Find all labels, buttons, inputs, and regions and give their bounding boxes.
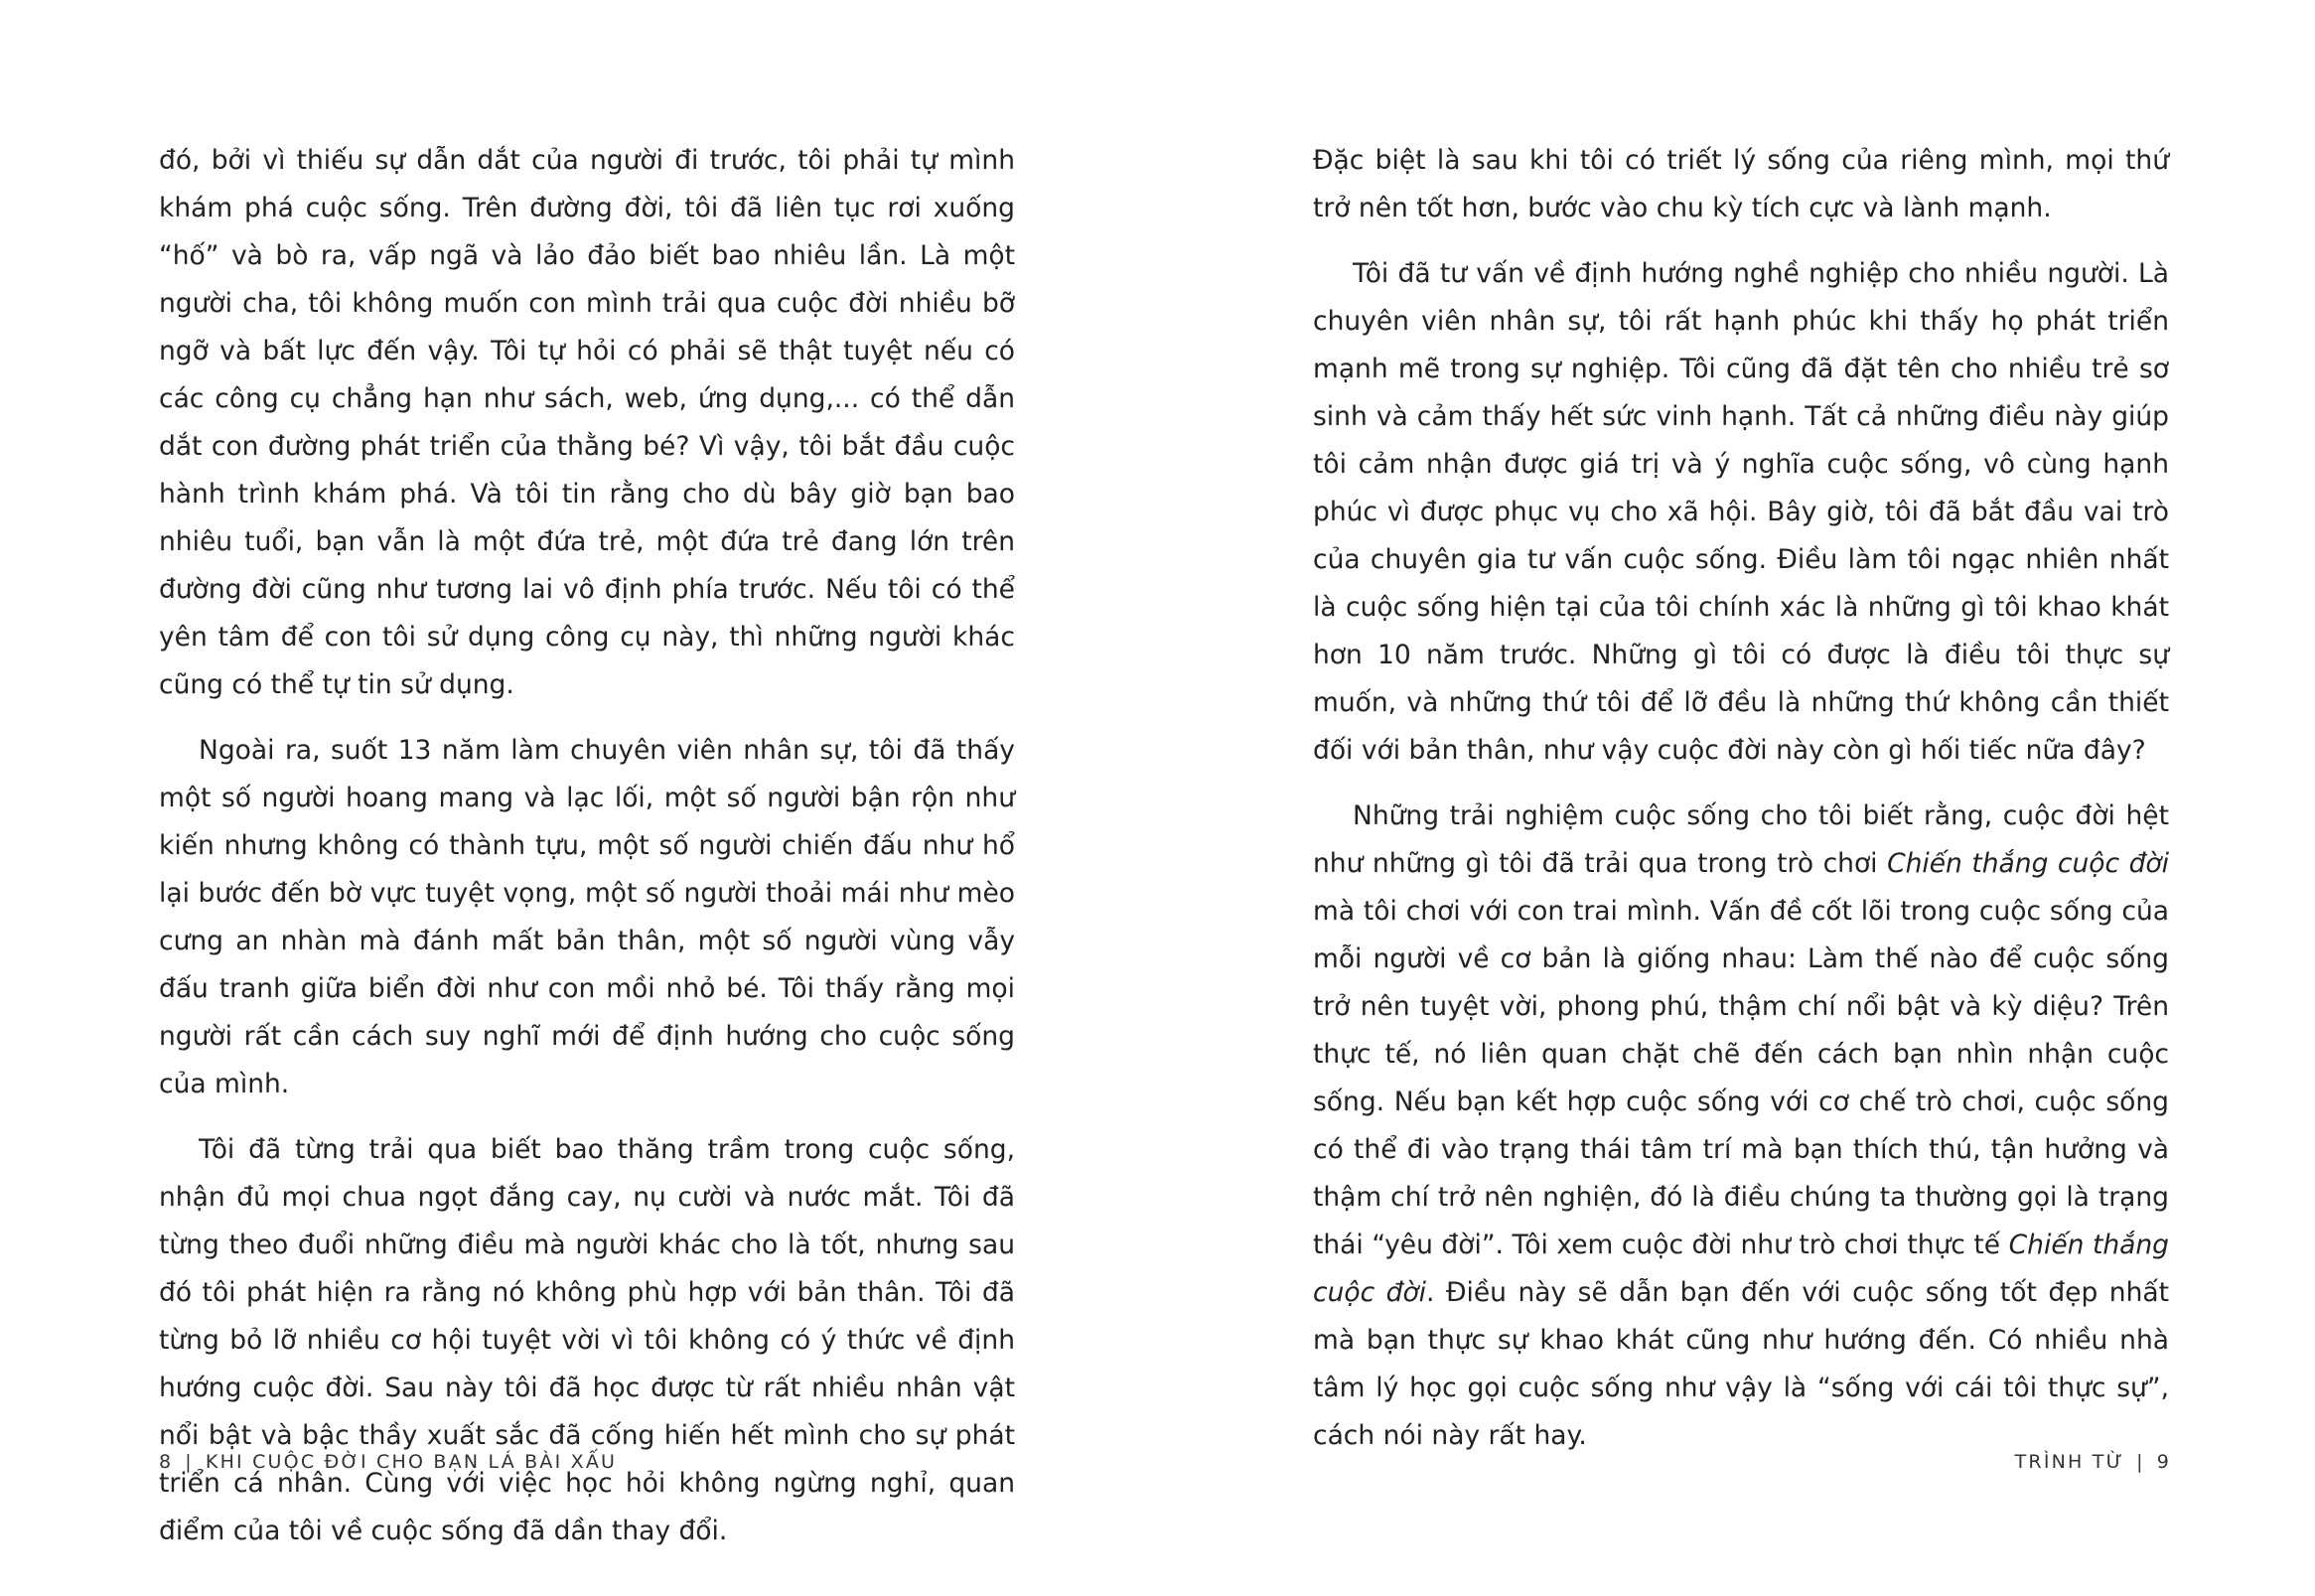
paragraph xyxy=(159,1126,1015,1555)
left-page-body xyxy=(159,137,1015,1555)
footer-separator: | xyxy=(2136,1451,2145,1473)
running-title: KHI CUỘC ĐỜI CHO BẠN LÁ BÀI XẤU xyxy=(205,1451,618,1473)
page-number: 9 xyxy=(2156,1451,2171,1473)
running-title: TRÌNH TỪ xyxy=(2014,1451,2125,1473)
paragraph-text: Những trải nghiệm cuộc sống cho tôi biết rằng, cuộc đời hệt như những gì tôi đã trải qua trong trò chơi xyxy=(1313,800,2169,879)
right-page-body xyxy=(1313,137,2169,1460)
paragraph-text: . Điều này sẽ dẫn bạn đến với cuộc sống tốt đẹp nhất mà bạn thực sự khao khát cũng như hướng đến. Có nhiều nhà tâm lý học gọi cuộc sống như vậy là “sống với cái tôi thực sự”, cách nói này rất hay. xyxy=(1313,1277,2170,1451)
page-number: 8 xyxy=(159,1451,174,1473)
italic-title: Chiến thắng cuộc đời xyxy=(1313,1230,2169,1308)
paragraph xyxy=(1313,250,2169,775)
paragraph xyxy=(1313,137,2169,232)
italic-title: Chiến thắng cuộc đời xyxy=(1887,848,2170,879)
paragraph-text: Ngoài ra, suốt 13 năm làm chuyên viên nhân sự, tôi đã thấy một số người hoang mang và lạc lối, một số người bận rộn như kiến nhưng không có thành tựu, một số người chiến đấu như hổ lại bước đến bờ vực tuyệt vọng, một số người thoải mái như mèo cưng an nhàn mà đánh mất bản thân, một số người vùng vẫy đấu tranh giữa biển đời như con mồi nhỏ bé. Tôi thấy rằng mọi người rất cần cách suy nghĩ mới để định hướng cho cuộc sống của mình. xyxy=(159,735,1015,1099)
left-page xyxy=(159,137,1015,1555)
paragraph xyxy=(159,137,1015,709)
paragraph-text: Tôi đã tư vấn về định hướng nghề nghiệp cho nhiều người. Là chuyên viên nhân sự, tôi rất hạnh phúc khi thấy họ phát triển mạnh mẽ trong sự nghiệp. Tôi cũng đã đặt tên cho nhiều trẻ sơ sinh và cảm thấy hết sức vinh hạnh. Tất cả những điều này giúp tôi cảm nhận được giá trị và ý nghĩa cuộc sống, vô cùng hạnh phúc vì được phục vụ cho xã hội. Bây giờ, tôi đã bắt đầu vai trò của chuyên gia tư vấn cuộc sống. Điều làm tôi ngạc nhiên nhất là cuộc sống hiện tại của tôi chính xác là những gì tôi khao khát hơn 10 năm trước. Những gì tôi có được là điều tôi thực sự muốn, và những thứ tôi để lỡ đều là những thứ không cần thiết đối với bản thân, như vậy cuộc đời này còn gì hối tiếc nữa đây? xyxy=(1313,258,2169,766)
left-page-footer xyxy=(159,1451,617,1473)
right-page-footer xyxy=(2015,1451,2171,1473)
paragraph-text: Tôi đã từng trải qua biết bao thăng trầm trong cuộc sống, nhận đủ mọi chua ngọt đắng cay, nụ cười và nước mắt. Tôi đã từng theo đuổi những điều mà người khác cho là tốt, nhưng sau đó tôi phát hiện ra rằng nó không phù hợp với bản thân. Tôi đã từng bỏ lỡ nhiều cơ hội tuyệt vời vì tôi không có ý thức về định hướng cuộc đời. Sau này tôi đã học được từ rất nhiều nhân vật nổi bật và bậc thầy xuất sắc đã cống hiến hết mình cho sự phát triển cá nhân. Cùng với việc học hỏi không ngừng nghỉ, quan điểm của tôi về cuộc sống đã dần thay đổi. xyxy=(159,1134,1015,1546)
paragraph xyxy=(1313,793,2169,1460)
paragraph-text: mà tôi chơi với con trai mình. Vấn đề cốt lõi trong cuộc sống của mỗi người về cơ bản là giống nhau: Làm thế nào để cuộc sống trở nên tuyệt vời, phong phú, thậm chí nổi bật và kỳ diệu? Trên thực tế, nó liên quan chặt chẽ đến cách bạn nhìn nhận cuộc sống. Nếu bạn kết hợp cuộc sống với cơ chế trò chơi, cuộc sống có thể đi vào trạng thái tâm trí mà bạn thích thú, tận hưởng và thậm chí trở nên nghiện, đó là điều chúng ta thường gọi là trạng thái “yêu đời”. Tôi xem cuộc đời như trò chơi thực tế xyxy=(1313,896,2169,1260)
paragraph-text: Đặc biệt là sau khi tôi có triết lý sống của riêng mình, mọi thứ trở nên tốt hơn, bước vào chu kỳ tích cực và lành mạnh. xyxy=(1313,145,2169,223)
paragraph xyxy=(159,727,1015,1108)
paragraph-text: đó, bởi vì thiếu sự dẫn dắt của người đi trước, tôi phải tự mình khám phá cuộc sống. Trên đường đời, tôi đã liên tục rơi xuống “hố” và bò ra, vấp ngã và lảo đảo biết bao nhiêu lần. Là một người cha, tôi không muốn con mình trải qua cuộc đời nhiều bỡ ngỡ và bất lực đến vậy. Tôi tự hỏi có phải sẽ thật tuyệt nếu có các công cụ chẳng hạn như sách, web, ứng dụng,... có thể dẫn dắt con đường phát triển của thằng bé? Vì vậy, tôi bắt đầu cuộc hành trình khám phá. Và tôi tin rằng cho dù bây giờ bạn bao nhiêu tuổi, bạn vẫn là một đứa trẻ, một đứa trẻ đang lớn trên đường đời cũng như tương lai vô định phía trước. Nếu tôi có thể yên tâm để con tôi sử dụng công cụ này, thì những người khác cũng có thể tự tin sử dụng. xyxy=(159,145,1015,700)
footer-separator: | xyxy=(185,1451,194,1473)
right-page xyxy=(1313,137,2169,1460)
